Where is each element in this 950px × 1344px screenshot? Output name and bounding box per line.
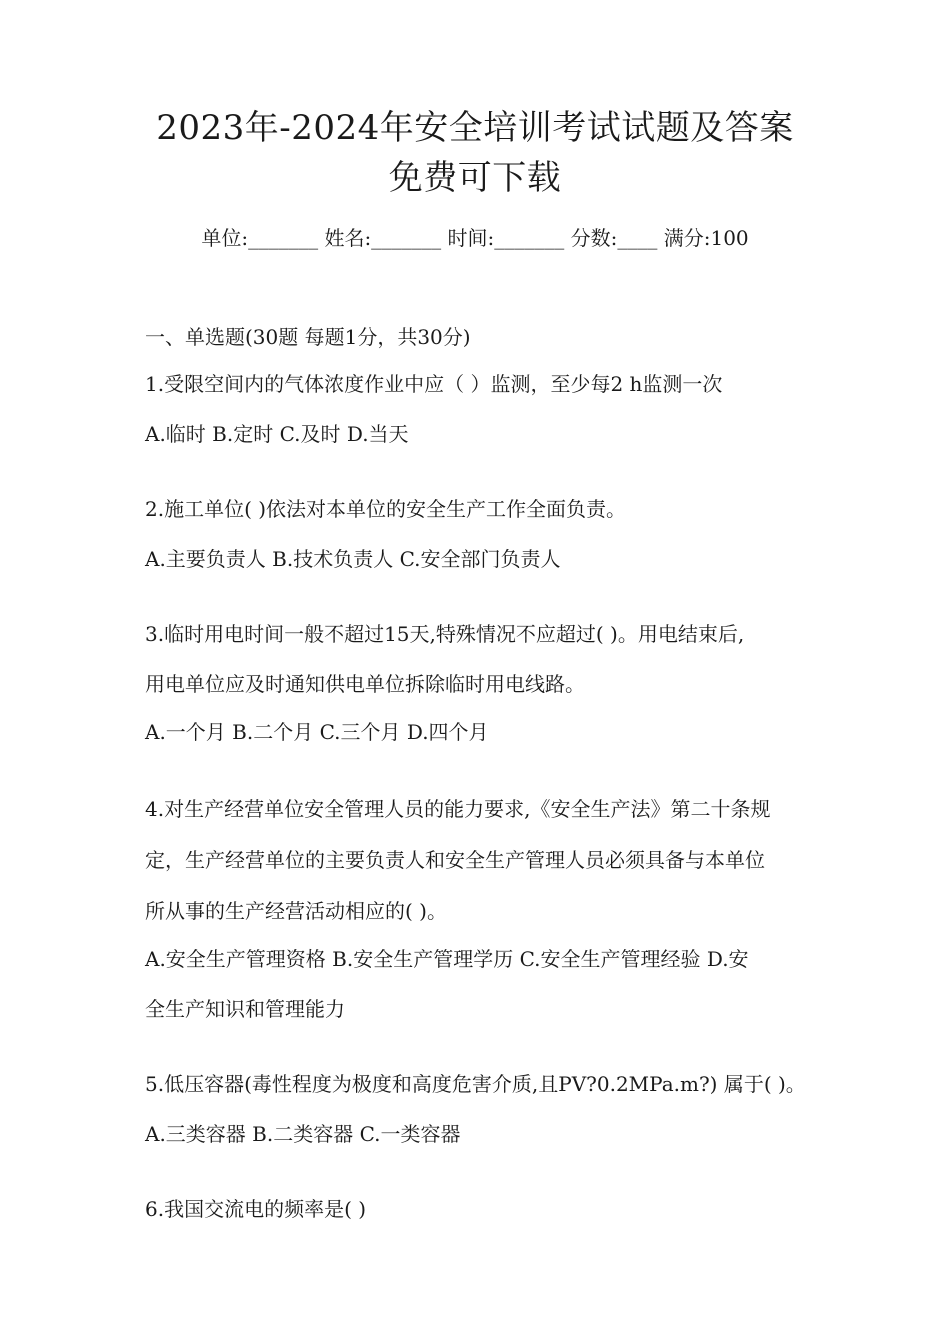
question-5-options: A.三类容器 B.二类容器 C.一类容器 [145, 1122, 461, 1146]
document-title: 2023年-2024年安全培训考试试题及答案 [156, 108, 794, 148]
question-4-stem-line3: 所从事的生产经营活动相应的( )。 [145, 899, 447, 923]
exam-info-line: 单位:_______ 姓名:_______ 时间:_______ 分数:____ 满分:100 [201, 226, 749, 250]
question-3-stem: 3.临时用电时间一般不超过15天,特殊情况不应超过( )。用电结束后, [145, 622, 745, 646]
question-4-stem-line2: 定，生产经营单位的主要负责人和安全生产管理人员必须具备与本单位 [145, 848, 765, 872]
question-3-stem-line2: 用电单位应及时通知供电单位拆除临时用电线路。 [145, 672, 585, 696]
document-title-line2: 免费可下载 [388, 158, 562, 198]
question-2-stem: 2.施工单位( )依法对本单位的安全生产工作全面负责。 [145, 497, 627, 521]
section-heading: 一、单选题(30题 每题1分，共30分) [145, 325, 471, 349]
question-1-stem: 1.受限空间内的气体浓度作业中应（ ）监测，至少每2 h监测一次 [145, 372, 723, 396]
question-4-options: A.安全生产管理资格 B.安全生产管理学历 C.安全生产管理经验 D.安 [145, 947, 749, 971]
question-3-options: A.一个月 B.二个月 C.三个月 D.四个月 [145, 720, 489, 744]
question-1-options: A.临时 B.定时 C.及时 D.当天 [145, 422, 409, 446]
question-5-stem: 5.低压容器(毒性程度为极度和高度危害介质,且PV?0.2MPa.m?) 属于( )。 [145, 1072, 806, 1096]
question-2-options: A.主要负责人 B.技术负责人 C.安全部门负责人 [145, 547, 561, 571]
question-6-stem: 6.我国交流电的频率是( ) [145, 1197, 367, 1221]
question-4-stem: 4.对生产经营单位安全管理人员的能力要求,《安全生产法》第二十条规 [145, 797, 771, 821]
question-4-options-line2: 全生产知识和管理能力 [145, 997, 345, 1021]
